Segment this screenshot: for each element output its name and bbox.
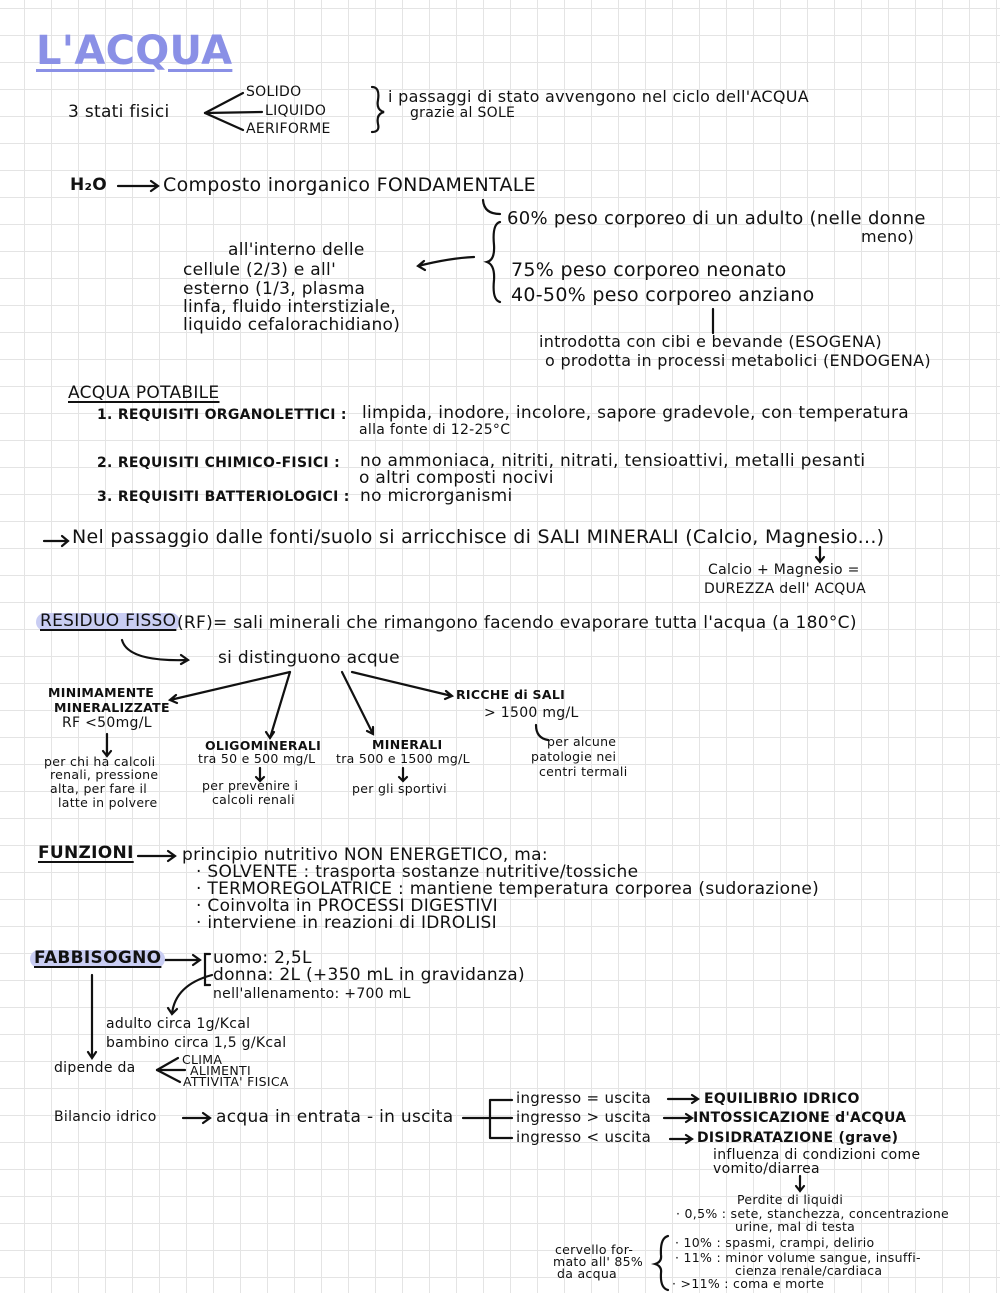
arrow-min [342,672,373,734]
arrow-oligo [266,672,290,738]
fabbisogno-bambino: bambino circa 1,5 g/Kcal [106,1035,287,1051]
funzioni-heading: FUNZIONI [38,843,134,863]
residuo-heading: RESIDUO FISSO [36,613,180,631]
bilancio-r3: ingresso < uscita [516,1128,652,1146]
cervello-line-3: da acqua [557,1266,618,1281]
brace-cervello [655,1236,668,1290]
arrow-aeriforme [205,113,243,130]
oligo-line-1: OLIGOMINERALI [205,738,322,753]
stato-aeriforme: AERIFORME [246,121,331,137]
arrow-clima [157,1058,178,1070]
h2o-label: H₂O [70,175,108,195]
dipende-da: dipende da [54,1060,136,1076]
funzione-digestivi: · Coinvolta in PROCESSI DIGESTIVI [196,896,498,916]
oligo-use-1: per prevenire i [202,778,299,793]
oligo-use-2: calcoli renali [212,792,295,807]
bilancio-r2: ingresso > uscita [516,1108,652,1126]
mm-use-2: renali, pressione [50,767,159,782]
ricche-line-1: RICCHE di SALI [456,687,566,702]
req2-text: no ammoniaca, nitriti, nitrati, tensioattivi, metalli pesanti [360,451,866,471]
fattore-attivita: ATTIVITA' FISICA [183,1074,289,1089]
arrow-ricche [352,672,452,699]
perdita-oltre-11: · >11% : coma e morte [672,1276,825,1291]
stato-solido: SOLIDO [246,84,302,100]
mm-line-3: RF <50mg/L [62,715,152,731]
fattore-alimenti: ALIMENTI [190,1063,251,1078]
bilancio-r1-result: EQUILIBRIO IDRICO [704,1091,860,1107]
ricche-use-1: per alcune [547,734,617,749]
mm-use-4: latte in polvere [58,795,158,810]
origin-endogena: o prodotta in processi metabolici (ENDOGENA) [545,351,931,370]
page-title: L'ACQUA [36,28,233,74]
fabbisogno-heading: FABBISOGNO [30,950,165,968]
mm-line-1: MINIMAMENTE [48,685,155,700]
min-line-1: MINERALI [372,737,443,752]
bilancio-r3-result: DISIDRATAZIONE (grave) [697,1130,899,1146]
funzione-solvente: · SOLVENTE : trasporta sostanze nutritive/tossiche [196,862,639,882]
bilancio-r3-note-2: vomito/diarrea [713,1161,820,1177]
arrow-r3 [670,1135,692,1143]
loc-line-5: liquido cefalorachidiano) [183,315,401,335]
origin-esogena: introdotta con cibi e bevande (ESOGENA) [539,332,882,351]
arrow-bilancio [183,1113,210,1123]
peso-neonato: 75% peso corporeo neonato [511,259,787,281]
arrow-solido [205,93,243,113]
arrow-dipende [88,975,96,1058]
mm-use-3: alta, per fare il [50,781,148,796]
bilancio-formula: acqua in entrata - in uscita [216,1107,454,1127]
arrow-h2o [118,181,158,191]
perdite-liquidi: Perdite di liquidi [737,1192,844,1207]
fabbisogno-adulto: adulto circa 1g/Kcal [106,1016,251,1032]
arrow-loc [418,257,474,270]
peso-adulto: 60% peso corporeo di un adulto (nelle donne [507,208,926,229]
cervello-line-2: mato all' 85% [553,1254,644,1269]
perdita-05: · 0,5% : sete, stanchezza, concentrazione [676,1206,950,1221]
fabbisogno-uomo: uomo: 2,5L [213,948,312,968]
peso-adulto-meno: meno) [861,227,915,246]
bilancio-r1: ingresso = uscita [516,1089,652,1107]
perdita-05-b: urine, mal di testa [735,1219,856,1234]
req1-text: limpida, inodore, incolore, sapore gradevole, con temperatura [362,403,910,423]
mm-line-2: MINERALIZZATE [54,700,170,715]
arrow-liquido [205,112,262,113]
arrow-r2 [664,1114,692,1122]
req3-label: 3. REQUISITI BATTERIOLOGICI : [97,489,350,505]
funzione-idrolisi: · interviene in reazioni di IDROLISI [196,913,497,933]
arrow-mm [170,672,290,703]
loc-line-1: all'interno delle [228,240,365,260]
oligo-line-2: tra 50 e 500 mg/L [198,751,316,766]
durezza-line-2: DUREZZA dell' ACQUA [704,581,867,597]
stati-note: i passaggi di stato avvengono nel ciclo dell'ACQUA [388,87,809,106]
cervello-line-1: cervello for- [555,1242,634,1257]
req1-text-2: alla fonte di 12-25°C [359,422,511,438]
fattore-clima: CLIMA [182,1052,223,1067]
branch-bilancio [463,1100,512,1138]
arrow-min-use [399,768,407,781]
fabbisogno-donna: donna: 2L (+350 mL in gravidanza) [213,965,525,985]
bilancio-label: Bilancio idrico [54,1109,157,1125]
arrow-funzioni [138,851,175,861]
stati-label: 3 stati fisici [68,102,170,122]
bilancio-r3-note-1: influenza di condizioni come [713,1147,921,1163]
brace-fabbisogno [205,954,210,985]
perdita-10: · 10% : spasmi, crampi, delirio [675,1235,875,1250]
perdita-11-b: cienza renale/cardiaca [735,1263,883,1278]
durezza-line-1: Calcio + Magnesio = [708,562,860,578]
ricche-use-3: centri termali [539,764,628,779]
funzioni-intro: principio nutritivo NON ENERGETICO, ma: [182,845,548,865]
loc-line-4: linfa, fluido interstiziale, [183,297,397,317]
req1-label: 1. REQUISITI ORGANOLETTICI : [97,407,347,423]
distinguono: si distinguono acque [218,648,400,668]
bilancio-r2-result: INTOSSICAZIONE d'ACQUA [693,1110,907,1126]
peso-anziano: 40-50% peso corporeo anziano [511,284,815,306]
arrow-residuo [122,640,188,664]
arrow-sali [44,536,68,546]
h2o-desc: Composto inorganico FONDAMENTALE [163,174,536,196]
arrow-fabbisogno [165,955,200,965]
stati-note-sole: grazie al SOLE [410,105,516,121]
sali-text: Nel passaggio dalle fonti/suolo si arricchisce di SALI MINERALI (Calcio, Magnesio...) [72,526,885,548]
potabile-heading: ACQUA POTABILE [68,383,220,403]
loc-line-2: cellule (2/3) e all' [183,260,337,280]
residuo-def: (RF)= sali minerali che rimangono facendo evaporare tutta l'acqua (a 180°C) [177,613,857,633]
req2-text-2: o altri composti nocivi [359,468,554,488]
arrow-mm-use [103,734,111,756]
fabbisogno-allenamento: nell'allenamento: +700 mL [213,986,411,1002]
arrow-attivita [157,1070,180,1082]
ricche-use-2: patologie nei [531,749,617,764]
perdita-11: · 11% : minor volume sangue, insuffi- [675,1250,921,1265]
req2-label: 2. REQUISITI CHIMICO-FISICI : [97,455,340,471]
ricche-line-2: > 1500 mg/L [484,705,579,721]
min-line-2: tra 500 e 1500 mg/L [336,751,470,766]
stato-liquido: LIQUIDO [265,103,327,119]
mm-use-1: per chi ha calcoli [44,754,156,769]
arrow-r1 [668,1095,698,1103]
loc-line-3: esterno (1/3, plasma [183,279,366,299]
req3-text: no microrganismi [360,486,513,506]
brace-peso [487,222,500,302]
min-use: per gli sportivi [352,781,447,796]
brace-stati [372,87,384,132]
arrow-perdite [796,1176,804,1191]
funzione-termoregolatrice: · TERMOREGOLATRICE : mantiene temperatura corporea (sudorazione) [196,879,820,899]
arrow-h2o-down [483,200,500,214]
arrow-durezza [816,547,824,562]
